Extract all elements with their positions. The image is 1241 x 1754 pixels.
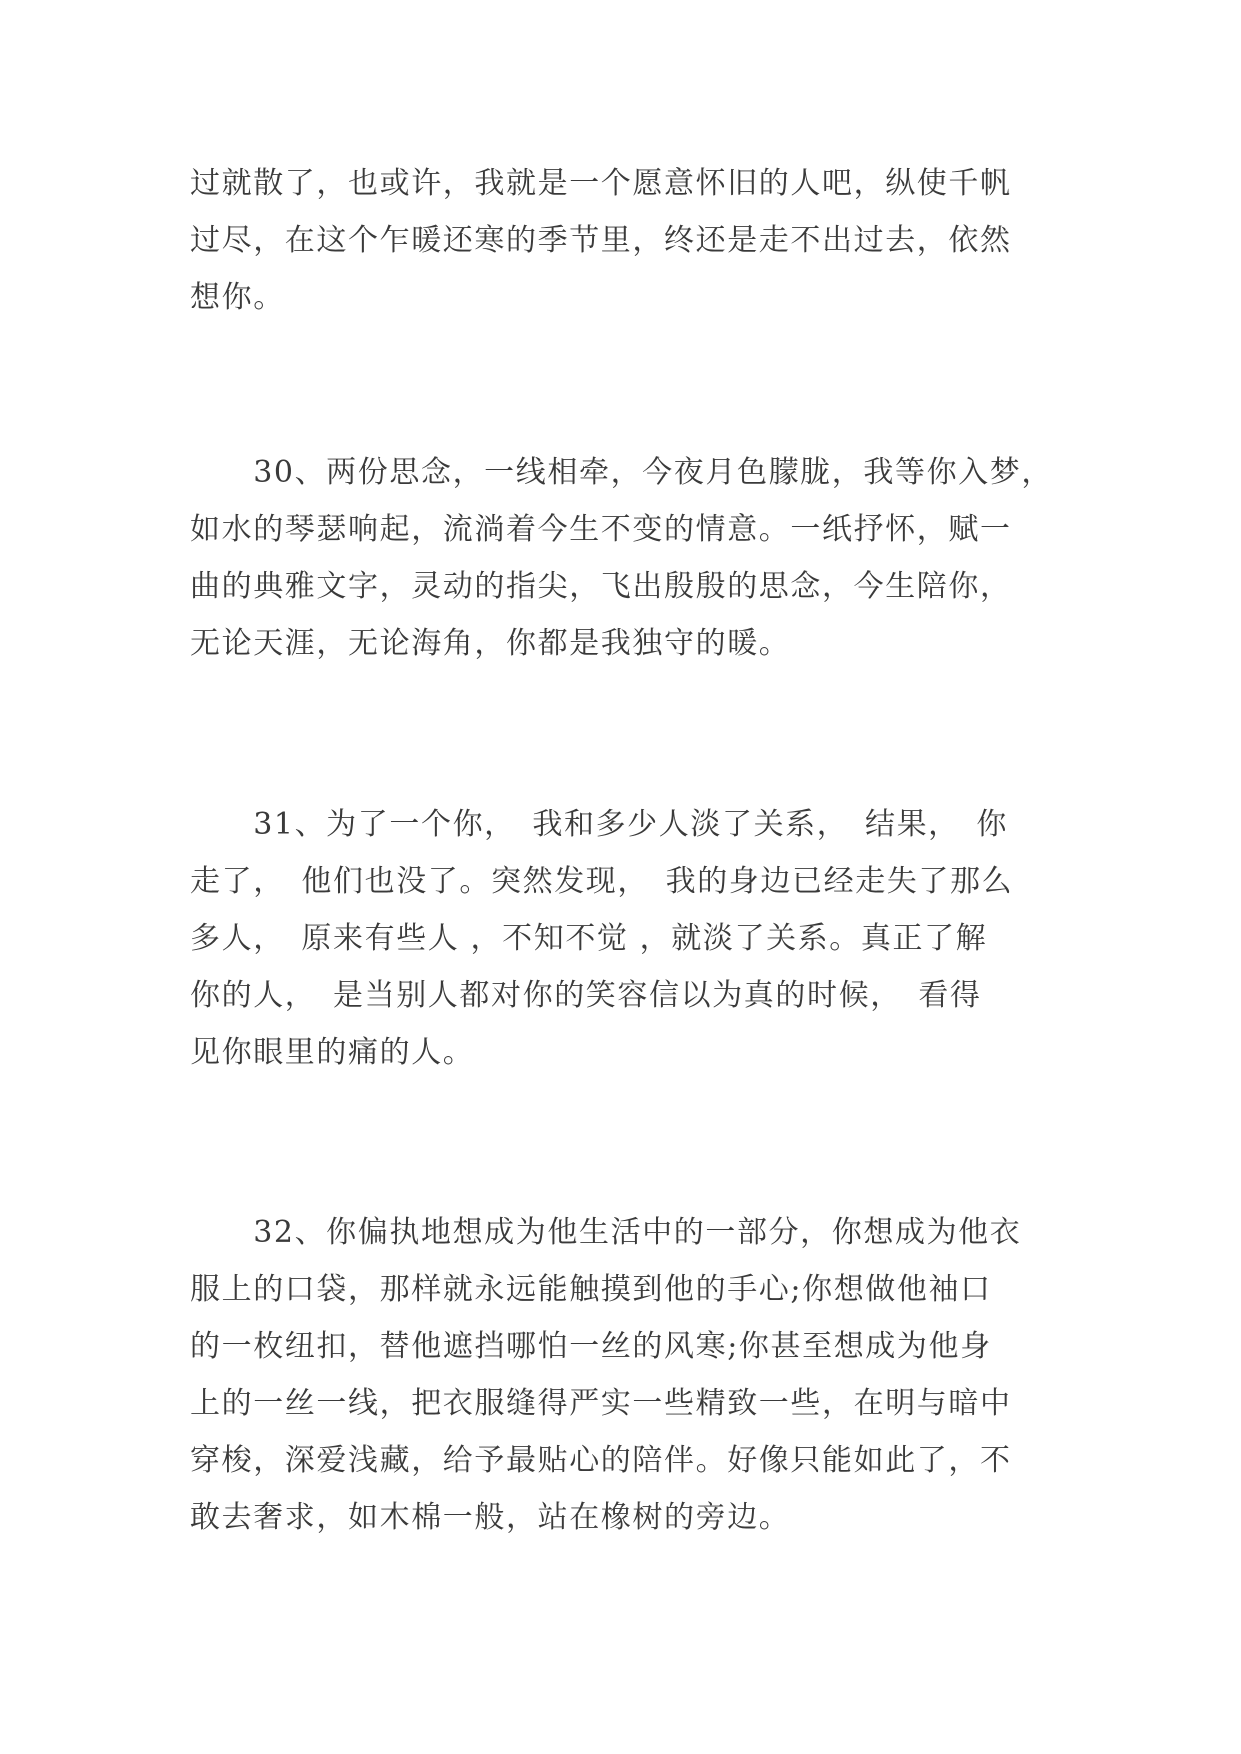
- text-line: 31、为了一个你， 我和多少人淡了关系， 结果， 你: [190, 807, 1008, 842]
- text-line: 走了， 他们也没了。突然发现， 我的身边已经走失了那么: [190, 864, 1014, 899]
- text-line: 穿梭，深爱浅藏，给予最贴心的陪伴。好像只能如此了，不: [190, 1443, 1012, 1478]
- text-line: 服上的口袋，那样就永远能触摸到他的手心;你想做他袖口: [190, 1272, 992, 1307]
- text-line: 想你。: [190, 280, 285, 315]
- text-line: 见你眼里的痛的人。: [190, 1035, 475, 1070]
- text-line: 上的一丝一线，把衣服缝得严实一些精致一些，在明与暗中: [190, 1386, 1012, 1421]
- text-line: 32、你偏执地想成为他生活中的一部分，你想成为他衣: [190, 1215, 1022, 1250]
- text-line: 无论天涯，无论海角，你都是我独守的暖。: [190, 626, 791, 661]
- text-line: 敢去奢求，如木棉一般，站在橡树的旁边。: [190, 1500, 791, 1535]
- text-line: 30、两份思念，一线相牵，今夜月色朦胧，我等你入梦，: [190, 455, 1053, 490]
- text-line: 你的人， 是当别人都对你的笑容信以为真的时候， 看得: [190, 978, 982, 1013]
- text-line: 曲的典雅文字，灵动的指尖，飞出殷殷的思念，今生陪你，: [190, 569, 1012, 604]
- text-line: 过就散了，也或许，我就是一个愿意怀旧的人吧，纵使千帆: [190, 166, 1012, 201]
- text-line: 过尽，在这个乍暖还寒的季节里，终还是走不出过去，依然: [190, 223, 1012, 258]
- text-line: 多人， 原来有些人 ，不知不觉 ，就淡了关系。真正了解: [190, 921, 988, 956]
- text-line: 的一枚纽扣，替他遮挡哪怕一丝的风寒;你甚至想成为他身: [190, 1329, 992, 1364]
- text-line: 如水的琴瑟响起，流淌着今生不变的情意。一纸抒怀，赋一: [190, 512, 1012, 547]
